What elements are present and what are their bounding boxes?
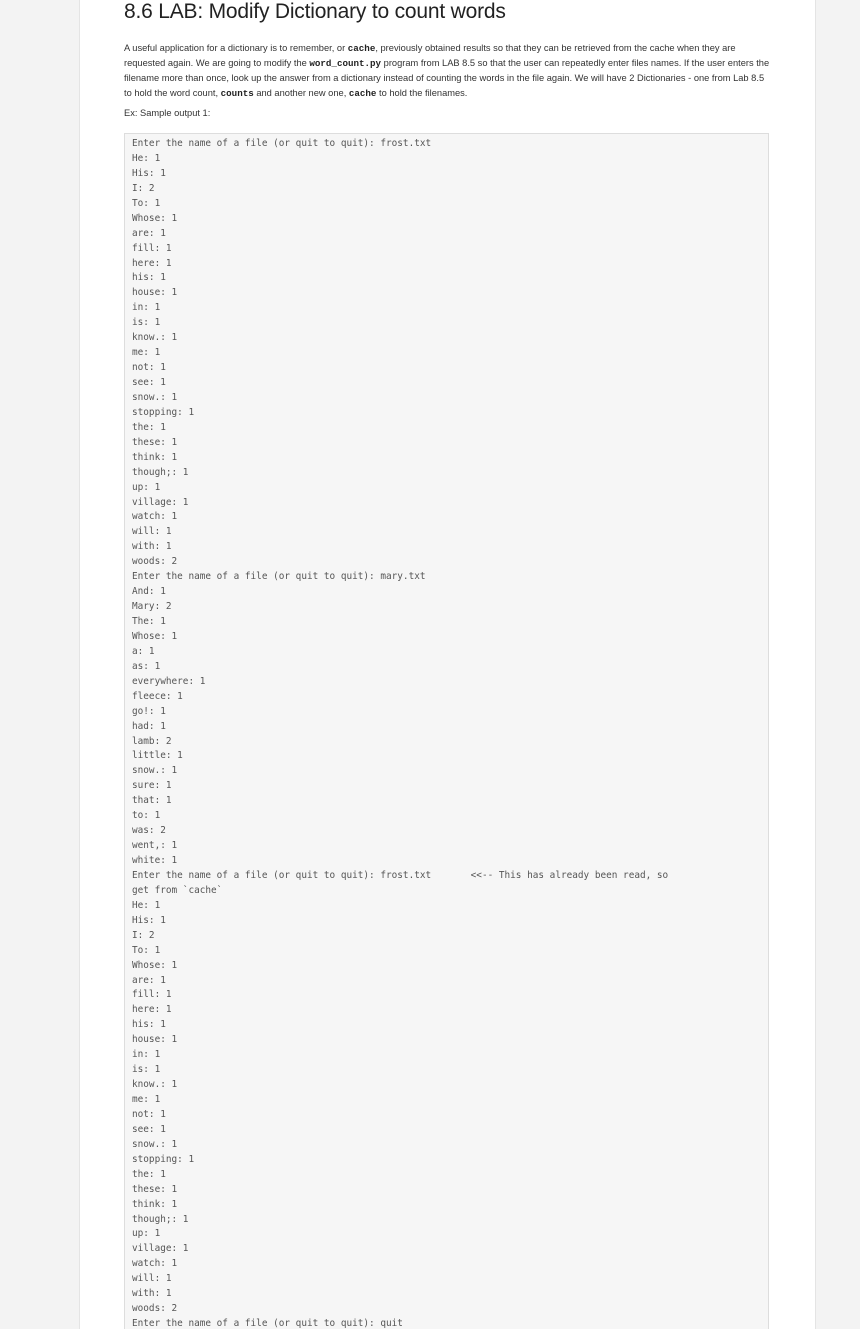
intro-text-5: to hold the filenames. xyxy=(376,88,468,98)
output-line: these: 1 xyxy=(132,1183,178,1195)
output-line: He: 1 xyxy=(132,899,161,911)
output-line: was: 2 xyxy=(132,825,166,837)
lab-page xyxy=(79,0,816,1329)
output-line: is: 1 xyxy=(132,317,161,329)
output-line: Enter the name of a file (or quit to quit): frost.txt xyxy=(132,138,432,149)
output-line: fill: 1 xyxy=(132,989,172,1001)
output-line: Mary: 2 xyxy=(132,601,172,613)
sample-output-text xyxy=(132,137,762,1329)
output-line: not: 1 xyxy=(132,362,166,374)
output-line: that: 1 xyxy=(132,795,172,807)
output-line: with: 1 xyxy=(132,541,172,553)
output-line: stopping: 1 xyxy=(132,406,195,418)
output-line: think: 1 xyxy=(132,451,178,463)
output-line: snow.: 1 xyxy=(132,765,178,777)
output-line: snow.: 1 xyxy=(132,391,178,403)
output-line: though;: 1 xyxy=(132,466,189,478)
output-line: in: 1 xyxy=(132,302,161,314)
code-cache: cache xyxy=(347,43,376,54)
output-line: Whose: 1 xyxy=(132,630,178,642)
output-line: watch: 1 xyxy=(132,1258,178,1270)
output-line: And: 1 xyxy=(132,586,166,598)
output-line: get from `cache` xyxy=(132,884,223,896)
output-line: these: 1 xyxy=(132,436,178,448)
output-line: as: 1 xyxy=(132,660,161,672)
output-line: woods: 2 xyxy=(132,1303,178,1315)
lab-description xyxy=(124,41,772,101)
output-line: lamb: 2 xyxy=(132,735,172,747)
intro-text-1: A useful application for a dictionary is to remember, or xyxy=(124,43,348,53)
output-line: know.: 1 xyxy=(132,1079,178,1091)
sample-output-box xyxy=(124,133,769,1329)
code-counts: counts xyxy=(220,88,254,99)
output-line: His: 1 xyxy=(132,914,166,926)
output-line: had: 1 xyxy=(132,720,166,732)
output-line: his: 1 xyxy=(132,1019,166,1031)
output-line: here: 1 xyxy=(132,257,172,269)
output-line: stopping: 1 xyxy=(132,1153,195,1165)
output-line: the: 1 xyxy=(132,1168,166,1180)
output-line: fill: 1 xyxy=(132,242,172,254)
output-line: Whose: 1 xyxy=(132,959,178,971)
output-line: house: 1 xyxy=(132,1034,178,1046)
output-line: white: 1 xyxy=(132,855,178,866)
output-line: here: 1 xyxy=(132,1004,172,1016)
output-line: think: 1 xyxy=(132,1198,178,1210)
output-line: his: 1 xyxy=(132,272,166,284)
output-line: know.: 1 xyxy=(132,332,178,344)
output-line: will: 1 xyxy=(132,1273,172,1285)
output-line: with: 1 xyxy=(132,1288,172,1300)
output-line: To: 1 xyxy=(132,197,161,209)
output-line: The: 1 xyxy=(132,616,166,627)
output-line: to: 1 xyxy=(132,810,161,822)
output-line: me: 1 xyxy=(132,347,161,359)
output-line: fleece: 1 xyxy=(132,690,183,702)
code-word-count-py: word_count.py xyxy=(309,58,382,69)
output-line: went,: 1 xyxy=(132,840,178,852)
output-line: is: 1 xyxy=(132,1064,161,1076)
output-line: go!: 1 xyxy=(132,705,166,717)
output-line: little: 1 xyxy=(132,750,183,762)
output-line: up: 1 xyxy=(132,1228,161,1240)
sample-output-label: Ex: Sample output 1: xyxy=(124,108,211,118)
code-cache-2: cache xyxy=(348,88,377,99)
output-line: Enter the name of a file (or quit to quit): mary.txt xyxy=(132,571,426,583)
output-line: His: 1 xyxy=(132,167,166,179)
output-line: me: 1 xyxy=(132,1094,161,1105)
intro-text-3: program from LAB 8.5 so that the user can repeatedly enter files names. If the user enters the filename more than once, look up the answer from a dictionary instead of counting the words in the file again. We will have 2 Dictionaries - one from Lab 8.5 to hold the word count, xyxy=(124,58,770,98)
output-line: the: 1 xyxy=(132,421,166,433)
output-line: see: 1 xyxy=(132,1123,166,1135)
output-line: though;: 1 xyxy=(132,1213,189,1225)
output-line: everywhere: 1 xyxy=(132,675,206,687)
intro-text-2: , previously obtained results so that they can be retrieved from the cache when they are requested again. We are going to modify the xyxy=(124,43,736,68)
output-line: Whose: 1 xyxy=(132,212,178,224)
output-line: He: 1 xyxy=(132,152,161,164)
output-line: will: 1 xyxy=(132,526,172,538)
output-line: woods: 2 xyxy=(132,556,178,568)
output-line: Enter the name of a file (or quit to quit): frost.txt <<-- This has already been read, so xyxy=(132,869,669,881)
output-line: Enter the name of a file (or quit to quit): quit xyxy=(132,1318,403,1329)
output-line: see: 1 xyxy=(132,377,166,388)
output-line: snow.: 1 xyxy=(132,1138,178,1150)
output-line: watch: 1 xyxy=(132,511,178,523)
output-line: not: 1 xyxy=(132,1108,166,1120)
intro-text-4: and another new one, xyxy=(253,88,349,98)
output-line: village: 1 xyxy=(132,1243,189,1255)
output-line: are: 1 xyxy=(132,227,166,239)
output-line: up: 1 xyxy=(132,481,161,493)
output-line: I: 2 xyxy=(132,929,155,941)
output-line: village: 1 xyxy=(132,496,189,508)
output-line: a: 1 xyxy=(132,645,155,657)
lab-title: 8.6 LAB: Modify Dictionary to count words xyxy=(124,0,506,23)
output-line: To: 1 xyxy=(132,944,161,956)
output-line: I: 2 xyxy=(132,182,155,194)
output-line: sure: 1 xyxy=(132,780,172,792)
output-line: house: 1 xyxy=(132,287,178,299)
output-line: in: 1 xyxy=(132,1049,161,1061)
output-line: are: 1 xyxy=(132,974,166,986)
